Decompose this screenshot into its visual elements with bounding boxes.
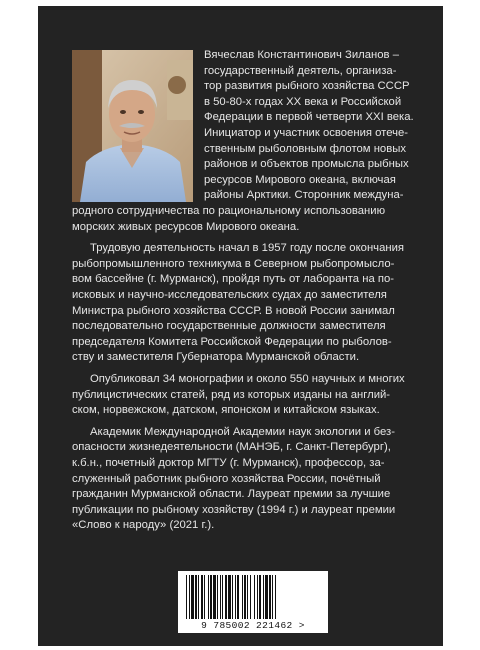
paragraph-career: Трудовую деятельность начал в 1957 году после окончания рыбопромышленного техникума в Северном рыбопромысло- вом бассейне (г. Мурманск), пройдя путь от лаборанта на по- исковых и научно-исследовательских судах до заместителя Министра рыбного хозяйства СССР. В новой России занимал последовательно государственные должности заместителя председателя Комитета Российской Федерации по рыболов- ству и заместителя Губернатора Мурманской области. <box>72 242 405 364</box>
barcode <box>178 571 328 633</box>
intro-text: Вячеслав Константинович Зиланов – государственный деятель, организа- тор развития рыбного хозяйства СССР в 50-80-х годах XX века и Российской Федерации в первой четверти XXI века. Инициатор и участник освоения отече- ственным рыболовным флотом новых районов и объектов промысла рыбных ресурсов Мирового океана, включая районы Арктики. Сторонник междуна- <box>204 49 414 202</box>
back-cover <box>38 6 443 646</box>
paragraph-publications: Опубликовал 34 монографии и около 550 научных и многих публицистических статей, ряд из которых изданы на англий- ском, норвежском, датском, японском и китайском языках. <box>72 372 405 417</box>
paragraph-honors: Академик Международной Академии наук экологии и без- опасности жизнедеятельности (МАНЭБ, г. Санкт-Петербург), к.б.н., почетный доктор МГТУ (г. Мурманск), профессор, за- служенный работник рыбного хозяйства России, почётный гражданин Мурманской области. Лауреат премии за лучшие публикации по рыбному хозяйству (1994 г.) и лауреат премии «Слово к народу» (2021 г.). <box>72 425 396 532</box>
barcode-bars <box>184 575 322 619</box>
paragraph-continuation: родного сотрудничества по рациональному использованию морских живых ресурсов Мирового океана. <box>72 205 386 233</box>
author-photo <box>72 50 193 202</box>
isbn-number: 9 785002 221462 > <box>201 620 305 631</box>
biography-text <box>72 204 426 534</box>
